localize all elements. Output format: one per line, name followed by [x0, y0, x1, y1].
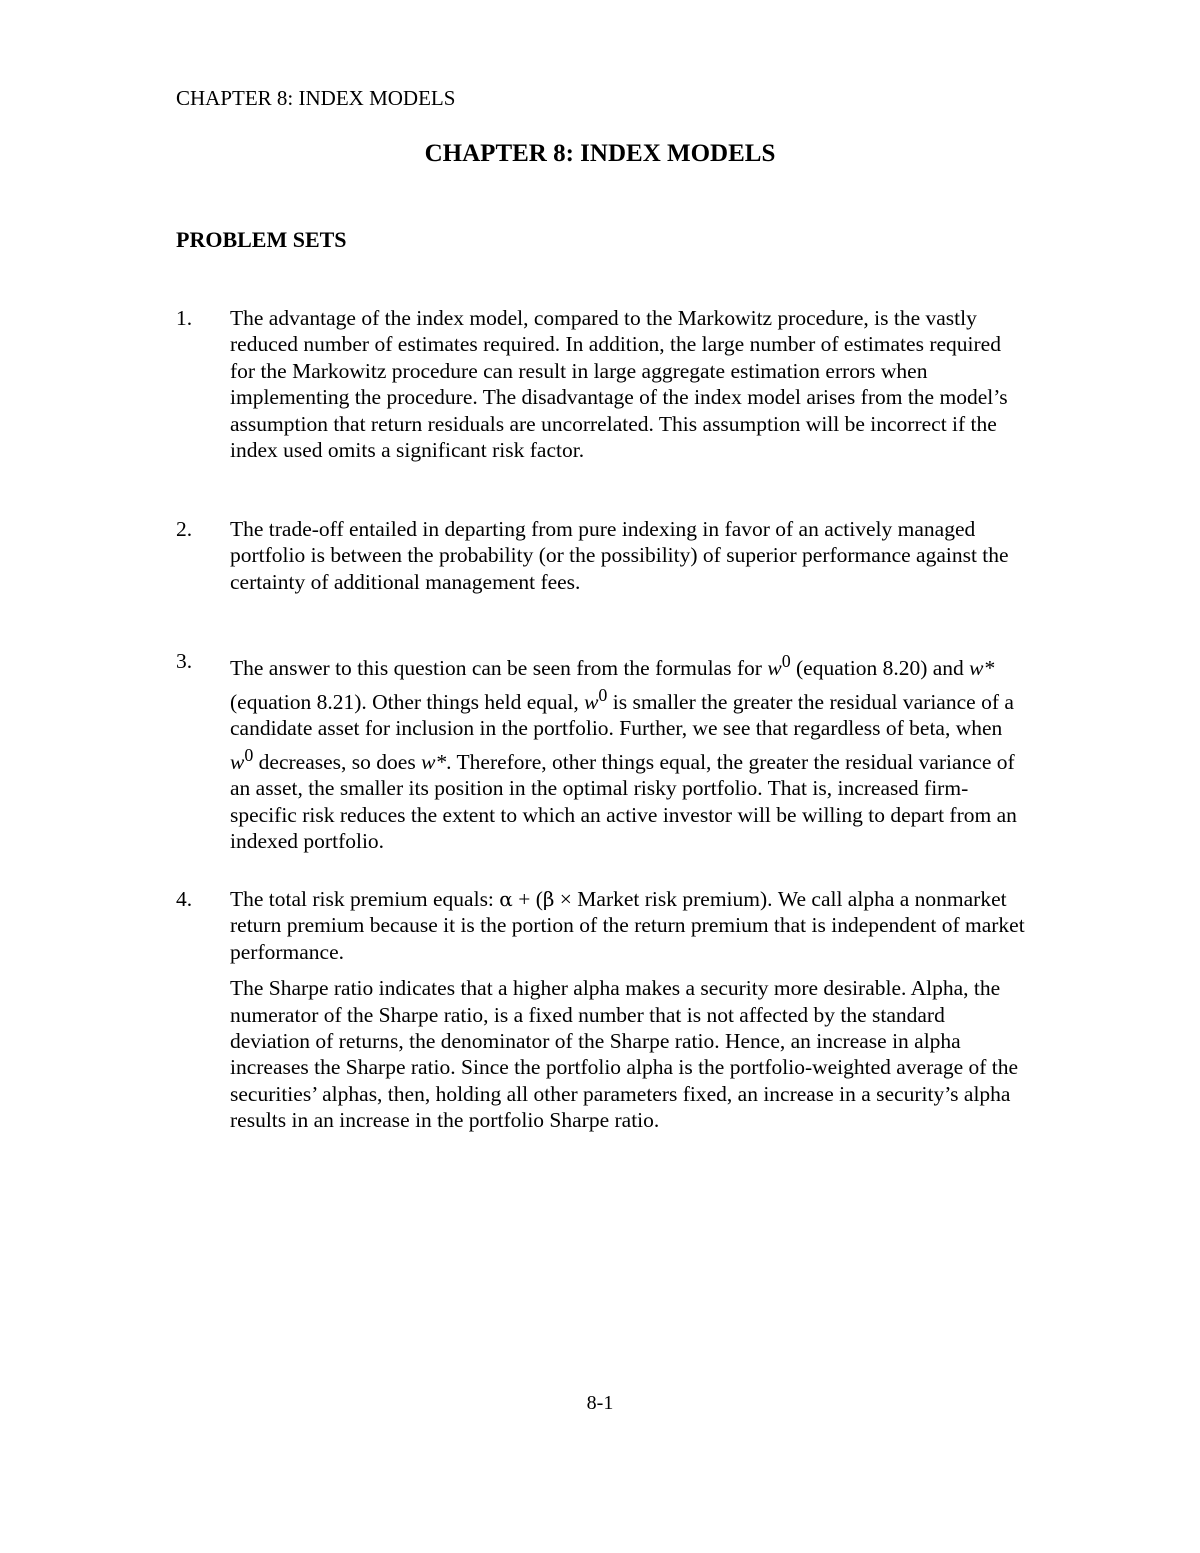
- problem-body: [230, 516, 1030, 595]
- running-header: CHAPTER 8: INDEX MODELS: [176, 86, 456, 110]
- superscript-zero: 0: [598, 684, 608, 705]
- problem-number: 1.: [176, 306, 193, 330]
- problem-paragraph: The trade-off entailed in departing from pure indexing in favor of an actively managed portfolio is between the probability (or the possibility) of superior performance against the certainty of additional management fees.: [230, 517, 1009, 594]
- alpha-symbol: α: [499, 887, 513, 911]
- w-zero-symbol: w: [767, 656, 782, 681]
- problem-body: [230, 305, 1030, 463]
- w-star-symbol: w*: [969, 656, 995, 681]
- text-segment: (equation 8.21). Other things held equal,: [230, 689, 585, 714]
- w-zero-symbol: w: [584, 689, 599, 714]
- section-heading: PROBLEM SETS: [176, 227, 347, 252]
- superscript-zero: 0: [244, 744, 254, 765]
- w-zero-symbol: w: [230, 749, 245, 774]
- problem-3: [176, 648, 1026, 853]
- page-number: 8-1: [586, 1392, 614, 1414]
- text-segment: The answer to this question can be seen from the formulas for: [230, 656, 768, 681]
- text-segment: (equation 8.20) and: [790, 656, 970, 681]
- superscript-zero: 0: [781, 651, 791, 671]
- chapter-title: CHAPTER 8: INDEX MODELS: [424, 140, 776, 167]
- beta-symbol: β: [542, 887, 555, 911]
- problem-paragraph: The advantage of the index model, compared to the Markowitz procedure, is the vastly reduced number of estimates required. In addition, the large number of estimates required for the Markowitz procedure can result in large aggregate estimation errors when implementing the procedure. The disadvantage of the index model arises from the model’s assumption that return residuals are uncorrelated. This assumption will be incorrect if the index used omits a significant risk factor.: [230, 306, 1008, 463]
- problem-2: [176, 516, 1026, 596]
- problem-number: 4.: [176, 887, 193, 911]
- problem-number: 3.: [176, 649, 193, 673]
- problem-4: [176, 886, 1026, 1166]
- problem-body: [230, 648, 1030, 854]
- problem-number: 2.: [176, 517, 193, 541]
- text-segment: decreases, so does: [253, 749, 422, 774]
- problem-body: [230, 886, 1030, 1134]
- problem-paragraph: The Sharpe ratio indicates that a higher alpha makes a security more desirable. Alpha, the numerator of the Sharpe ratio, is a fixed number that is not affected by the standard deviation of returns, the denominator of the Sharpe ratio. Hence, an increase in alpha increases the Sharpe ratio. Since the portfolio alpha is the portfolio-weighted average of the securities’ alphas, then, holding all other parameters fixed, an increase in a security’s alpha results in an increase in the portfolio Sharpe ratio.: [230, 976, 1019, 1133]
- problem-1: [176, 305, 1026, 465]
- problem-paragraph: [230, 648, 1030, 854]
- text-segment: . Therefore, other things equal, the greater the residual variance of an asset, the smaller its position in the optimal risky portfolio. That is, increased firm-specific risk reduces the extent to which an active investor will be willing to depart from an indexed portfolio.: [230, 749, 1017, 853]
- text-segment: + (: [512, 887, 543, 911]
- text-segment: The total risk premium equals:: [230, 887, 500, 911]
- w-star-symbol: w*: [421, 749, 447, 774]
- text-segment: × Market risk premium). We call alpha a nonmarket return premium because it is the portion of the return premium that is independent of market performance.: [230, 887, 1025, 964]
- problem-paragraph: [230, 886, 1030, 965]
- text-segment: is smaller the greater the residual variance of a candidate asset for inclusion in the portfolio. Further, we see that regardless of beta, when: [230, 689, 1014, 741]
